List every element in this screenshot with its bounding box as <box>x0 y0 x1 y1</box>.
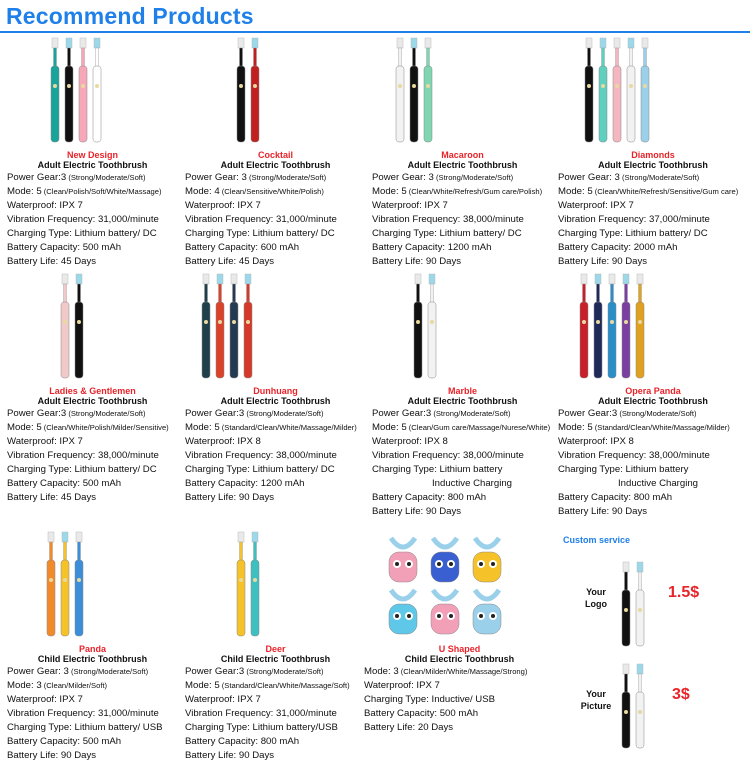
spec-detail: (Strong/Moderate/Soft) <box>617 409 697 418</box>
spec-line <box>7 491 96 504</box>
toothbrush-image <box>216 274 224 378</box>
spec-label: Mode: 5 <box>558 186 593 197</box>
spec-line <box>372 213 524 226</box>
spec-line <box>432 477 512 490</box>
u-shaped-toothbrush-image <box>473 538 501 582</box>
spec-label: Battery Life: 45 Days <box>7 256 97 267</box>
toothbrush-image <box>599 38 607 142</box>
spec-label: Waterproof: IPX 7 <box>7 694 83 705</box>
spec-line <box>7 477 121 490</box>
u-shaped-toothbrush-image <box>431 538 459 582</box>
spec-line <box>185 679 350 692</box>
spec-line <box>185 255 274 268</box>
product-image <box>362 530 557 642</box>
spec-line <box>372 227 522 240</box>
spec-line <box>372 421 550 434</box>
spec-label: Battery Life: 20 Days <box>364 722 454 733</box>
spec-label: Battery Life: 90 Days <box>372 256 462 267</box>
product-name: U Shaped <box>438 644 481 654</box>
spec-line <box>372 241 491 254</box>
spec-detail: (Clean/Polish/Soft/White/Massage) <box>41 187 162 196</box>
spec-line <box>558 407 697 420</box>
spec-detail: (Clean/Gum care/Massage/Nurese/White) <box>406 423 551 432</box>
spec-label: Charging Type: Lithium battery <box>372 464 503 475</box>
product-card <box>556 272 750 517</box>
spec-line <box>558 241 677 254</box>
spec-label: Battery Capacity: 800 mAh <box>185 736 300 747</box>
spec-line <box>7 707 159 720</box>
spec-label: Mode: 5 <box>372 422 407 433</box>
spec-label: Power Gear:3 <box>372 408 432 419</box>
u-shaped-toothbrush-image <box>389 590 417 634</box>
spec-label: Charging Type: Lithium battery/USB <box>185 722 338 733</box>
spec-line <box>7 213 159 226</box>
spec-line <box>7 227 157 240</box>
custom-price: 3$ <box>672 686 690 703</box>
spec-line <box>7 241 121 254</box>
spec-label: Mode: 4 <box>185 186 220 197</box>
spec-detail: (Strong/Moderate/Soft) <box>244 409 324 418</box>
custom-toothbrush-image <box>618 560 654 655</box>
toothbrush-image <box>47 532 55 636</box>
spec-label: Power Gear:3 <box>185 666 245 677</box>
u-shaped-toothbrush-image <box>389 538 417 582</box>
product-image <box>5 272 180 384</box>
toothbrush-image <box>414 274 422 378</box>
toothbrush-image <box>65 38 73 142</box>
spec-label: Vibration Frequency: 31,000/minute <box>7 214 159 225</box>
spec-label: Waterproof: IPX 7 <box>185 694 261 705</box>
title-underline <box>0 31 750 33</box>
toothbrush-image <box>636 664 644 748</box>
custom-slot-label <box>576 586 616 610</box>
spec-label: Battery Capacity: 600 mAh <box>185 242 300 253</box>
spec-line <box>185 407 324 420</box>
toothbrush-image <box>93 38 101 142</box>
spec-line <box>372 407 511 420</box>
spec-detail: (Clean/White/Refresh/Gum care/Polish) <box>406 187 543 196</box>
toothbrush-image <box>410 38 418 142</box>
product-name: Ladies & Gentlemen <box>49 386 136 396</box>
product-card <box>362 530 557 766</box>
spec-label: Mode: 3 <box>364 666 399 677</box>
spec-label: Battery Capacity: 1200 mAh <box>372 242 492 253</box>
product-name: Cocktail <box>257 150 293 160</box>
spec-line <box>7 421 169 434</box>
product-card <box>370 36 555 272</box>
spec-label: Vibration Frequency: 38,000/minute <box>185 450 337 461</box>
spec-label: Inductive Charging <box>432 478 512 489</box>
custom-slot-label-line2: Picture <box>580 701 612 711</box>
spec-detail: (Standard/Clean/White/Massage/Milder) <box>219 423 357 432</box>
spec-label: Battery Life: 90 Days <box>558 506 648 517</box>
spec-line <box>372 255 461 268</box>
toothbrush-image <box>613 38 621 142</box>
spec-label: Vibration Frequency: 38,000/minute <box>372 450 524 461</box>
product-type: Adult Electric Toothbrush <box>598 160 708 170</box>
spec-label: Mode: 5 <box>185 680 220 691</box>
spec-label: Charging Type: Lithium battery/ DC <box>185 228 335 239</box>
spec-label: Battery Life: 90 Days <box>185 492 275 503</box>
spec-label: Charging Type: Inductive/ USB <box>364 694 496 705</box>
spec-line <box>185 435 261 448</box>
spec-label: Waterproof: IPX 8 <box>558 436 634 447</box>
product-name: Macaroon <box>441 150 484 160</box>
toothbrush-image <box>608 274 616 378</box>
spec-label: Vibration Frequency: 37,000/minute <box>558 214 710 225</box>
spec-line <box>7 735 121 748</box>
spec-detail: (Strong/Moderate/Soft) <box>66 173 146 182</box>
product-image <box>556 272 750 384</box>
product-type: Adult Electric Toothbrush <box>407 396 518 406</box>
toothbrush-image <box>79 38 87 142</box>
toothbrush-image <box>622 274 630 378</box>
product-type: Adult Electric Toothbrush <box>598 396 708 406</box>
spec-label: Charging Type: Lithium battery/ DC <box>372 228 522 239</box>
product-type: Adult Electric Toothbrush <box>37 396 148 406</box>
toothbrush-image <box>251 532 259 636</box>
toothbrush-image <box>61 532 69 636</box>
spec-label: Mode: 3 <box>7 680 42 691</box>
spec-line <box>364 721 453 734</box>
toothbrush-image <box>424 38 432 142</box>
toothbrush-image <box>396 38 404 142</box>
spec-label: Charging Type: Lithium battery/ DC <box>7 464 157 475</box>
spec-label: Waterproof: IPX 7 <box>372 200 448 211</box>
custom-slot-label-line1: Your <box>586 689 606 699</box>
spec-label: Power Gear: 3 <box>185 172 247 183</box>
custom-slot-label <box>576 688 616 712</box>
product-type: Child Electric Toothbrush <box>404 654 515 664</box>
spec-label: Waterproof: IPX 7 <box>364 680 440 691</box>
product-type: Adult Electric Toothbrush <box>220 396 331 406</box>
spec-label: Vibration Frequency: 31,000/minute <box>185 708 337 719</box>
toothbrush-image <box>251 38 259 142</box>
spec-detail: (Strong/Moderate/Soft) <box>431 409 511 418</box>
spec-label: Charging Type: Lithium battery/ DC <box>7 228 157 239</box>
spec-line <box>185 421 357 434</box>
spec-line <box>7 255 96 268</box>
product-card <box>183 530 368 766</box>
spec-line <box>372 505 461 518</box>
toothbrush-image <box>230 274 238 378</box>
spec-label: Charging Type: Lithium battery/ DC <box>558 228 708 239</box>
toothbrush-image <box>636 562 644 646</box>
toothbrush-image <box>244 274 252 378</box>
toothbrush-image <box>237 532 245 636</box>
toothbrush-image <box>641 38 649 142</box>
spec-label: Mode: 5 <box>185 422 220 433</box>
product-image <box>183 36 368 148</box>
spec-line <box>185 477 304 490</box>
spec-detail: (Clean/Sensitive/White/Polish) <box>219 187 324 196</box>
toothbrush-image <box>428 274 436 378</box>
spec-label: Vibration Frequency: 31,000/minute <box>185 214 337 225</box>
spec-line <box>7 407 146 420</box>
spec-line <box>7 449 159 462</box>
spec-label: Battery Capacity: 500 mAh <box>7 736 122 747</box>
spec-line <box>7 693 83 706</box>
spec-line <box>185 449 337 462</box>
spec-line <box>364 707 478 720</box>
spec-label: Power Gear:3 <box>558 408 618 419</box>
spec-line <box>7 171 146 184</box>
spec-line <box>185 665 324 678</box>
custom-toothbrush-image <box>618 662 654 757</box>
spec-label: Mode: 5 <box>558 422 593 433</box>
spec-label: Power Gear: 3 <box>7 666 69 677</box>
toothbrush-image <box>237 38 245 142</box>
spec-line <box>7 463 157 476</box>
product-image <box>370 272 555 384</box>
toothbrush-image <box>627 38 635 142</box>
spec-line <box>185 491 274 504</box>
toothbrush-image <box>75 532 83 636</box>
spec-detail: (Strong/Moderate/Soft) <box>246 173 327 182</box>
spec-detail: (Clean/Milder/Soft) <box>41 681 108 690</box>
spec-label: Power Gear: 3 <box>558 172 620 183</box>
spec-line <box>364 679 440 692</box>
spec-line <box>558 255 647 268</box>
spec-detail: (Clean/White/Polish/Milder/Sensitive) <box>41 423 169 432</box>
spec-label: Battery Capacity: 500 mAh <box>7 478 122 489</box>
spec-line <box>185 171 326 184</box>
spec-line <box>7 665 148 678</box>
spec-line <box>185 241 299 254</box>
spec-label: Battery Capacity: 800 mAh <box>372 492 487 503</box>
product-image <box>370 36 555 148</box>
spec-line <box>558 463 688 476</box>
page-title: Recommend Products <box>6 3 254 29</box>
spec-label: Battery Life: 45 Days <box>7 492 97 503</box>
spec-line <box>185 749 274 762</box>
spec-detail: (Clean/Milder/White/Massage/Strong) <box>398 667 528 676</box>
toothbrush-image <box>580 274 588 378</box>
spec-label: Vibration Frequency: 38,000/minute <box>558 450 710 461</box>
product-card <box>183 272 368 508</box>
spec-label: Inductive Charging <box>618 478 698 489</box>
spec-label: Battery Capacity: 800 mAh <box>558 492 673 503</box>
toothbrush-image <box>636 274 644 378</box>
spec-detail: (Standard/Clean/White/Massage/Milder) <box>592 423 730 432</box>
spec-label: Mode: 5 <box>7 422 42 433</box>
spec-line <box>558 505 647 518</box>
spec-label: Waterproof: IPX 7 <box>7 436 83 447</box>
product-name: Opera Panda <box>625 386 681 396</box>
spec-line <box>7 721 163 734</box>
spec-line <box>7 435 83 448</box>
spec-line <box>372 449 524 462</box>
product-name: Deer <box>265 644 286 654</box>
custom-slot-label-line2: Logo <box>585 599 607 609</box>
product-image <box>183 272 368 384</box>
spec-detail: (Clean/White/Refresh/Sensitive/Gum care) <box>592 187 739 196</box>
product-type: Adult Electric Toothbrush <box>220 160 331 170</box>
product-card <box>5 530 180 766</box>
spec-label: Waterproof: IPX 7 <box>7 200 83 211</box>
spec-line <box>372 171 513 184</box>
spec-label: Battery Capacity: 1200 mAh <box>185 478 305 489</box>
spec-label: Waterproof: IPX 8 <box>372 436 448 447</box>
spec-line <box>185 463 335 476</box>
custom-price: 1.5$ <box>668 584 700 601</box>
toothbrush-image <box>622 664 630 748</box>
spec-label: Charging Type: Lithium battery <box>558 464 689 475</box>
spec-label: Power Gear:3 <box>7 172 67 183</box>
spec-label: Charging Type: Lithium battery/ USB <box>7 722 163 733</box>
product-type: Adult Electric Toothbrush <box>407 160 518 170</box>
spec-line <box>558 185 738 198</box>
spec-label: Waterproof: IPX 7 <box>185 200 261 211</box>
spec-detail: (Strong/Moderate/Soft) <box>66 409 146 418</box>
product-card <box>183 36 368 272</box>
product-card <box>5 272 180 508</box>
product-image <box>183 530 368 642</box>
spec-line <box>185 227 335 240</box>
spec-line <box>185 707 337 720</box>
spec-detail: (Standard/Clean/White/Massage/Soft) <box>219 681 350 690</box>
product-type: Adult Electric Toothbrush <box>37 160 148 170</box>
spec-line <box>7 679 107 692</box>
spec-label: Battery Capacity: 500 mAh <box>7 242 122 253</box>
spec-label: Battery Capacity: 500 mAh <box>364 708 479 719</box>
spec-label: Vibration Frequency: 31,000/minute <box>7 708 159 719</box>
spec-line <box>558 171 699 184</box>
spec-line <box>185 213 337 226</box>
spec-label: Waterproof: IPX 8 <box>185 436 261 447</box>
spec-line <box>364 693 495 706</box>
toothbrush-image <box>75 274 83 378</box>
product-name: Panda <box>78 644 106 654</box>
custom-slot-label-line1: Your <box>586 587 606 597</box>
spec-line <box>558 421 730 434</box>
spec-line <box>7 185 162 198</box>
spec-label: Battery Life: 90 Days <box>372 506 462 517</box>
spec-label: Mode: 5 <box>372 186 407 197</box>
product-name: Diamonds <box>631 150 675 160</box>
spec-line <box>372 199 448 212</box>
spec-detail: (Strong/Moderate/Soft) <box>244 667 324 676</box>
spec-line <box>7 749 96 762</box>
product-card <box>5 36 180 272</box>
u-shaped-toothbrush-image <box>473 590 501 634</box>
spec-line <box>618 477 698 490</box>
spec-label: Battery Capacity: 2000 mAh <box>558 242 678 253</box>
spec-line <box>558 213 710 226</box>
product-image <box>556 36 750 148</box>
spec-line <box>372 185 542 198</box>
spec-line <box>558 449 710 462</box>
product-name: Dunhuang <box>253 386 298 396</box>
product-name: New Design <box>66 150 118 160</box>
toothbrush-image <box>594 274 602 378</box>
spec-label: Charging Type: Lithium battery/ DC <box>185 464 335 475</box>
product-name: Marble <box>447 386 477 396</box>
spec-detail: (Strong/Moderate/Soft) <box>619 173 700 182</box>
spec-line <box>185 735 299 748</box>
spec-line <box>185 185 324 198</box>
spec-line <box>185 721 338 734</box>
spec-line <box>185 693 261 706</box>
spec-line <box>558 491 672 504</box>
spec-label: Mode: 5 <box>7 186 42 197</box>
u-shaped-toothbrush-image <box>431 590 459 634</box>
toothbrush-image <box>585 38 593 142</box>
page-header <box>0 0 750 36</box>
spec-label: Vibration Frequency: 38,000/minute <box>7 450 159 461</box>
spec-label: Battery Life: 90 Days <box>558 256 648 267</box>
spec-label: Waterproof: IPX 7 <box>558 200 634 211</box>
spec-line <box>372 463 502 476</box>
spec-line <box>558 227 708 240</box>
spec-label: Battery Life: 90 Days <box>185 750 275 761</box>
spec-line <box>558 435 634 448</box>
spec-label: Power Gear: 3 <box>372 172 434 183</box>
spec-detail: (Strong/Moderate/Soft) <box>68 667 149 676</box>
spec-line <box>558 199 634 212</box>
product-image <box>5 36 180 148</box>
product-card <box>370 272 555 517</box>
toothbrush-image <box>61 274 69 378</box>
spec-detail: (Strong/Moderate/Soft) <box>433 173 514 182</box>
product-type: Child Electric Toothbrush <box>37 654 148 664</box>
product-card <box>556 36 750 272</box>
spec-line <box>364 665 527 678</box>
custom-service-title: Custom service <box>563 535 631 545</box>
spec-line <box>7 199 83 212</box>
spec-line <box>185 199 261 212</box>
spec-label: Power Gear:3 <box>7 408 67 419</box>
product-type: Child Electric Toothbrush <box>220 654 331 664</box>
spec-label: Battery Life: 90 Days <box>7 750 97 761</box>
spec-line <box>372 435 448 448</box>
toothbrush-image <box>51 38 59 142</box>
spec-label: Power Gear:3 <box>185 408 245 419</box>
product-image <box>5 530 180 642</box>
toothbrush-image <box>622 562 630 646</box>
spec-line <box>372 491 486 504</box>
spec-label: Battery Life: 45 Days <box>185 256 275 267</box>
toothbrush-image <box>202 274 210 378</box>
spec-label: Vibration Frequency: 38,000/minute <box>372 214 524 225</box>
